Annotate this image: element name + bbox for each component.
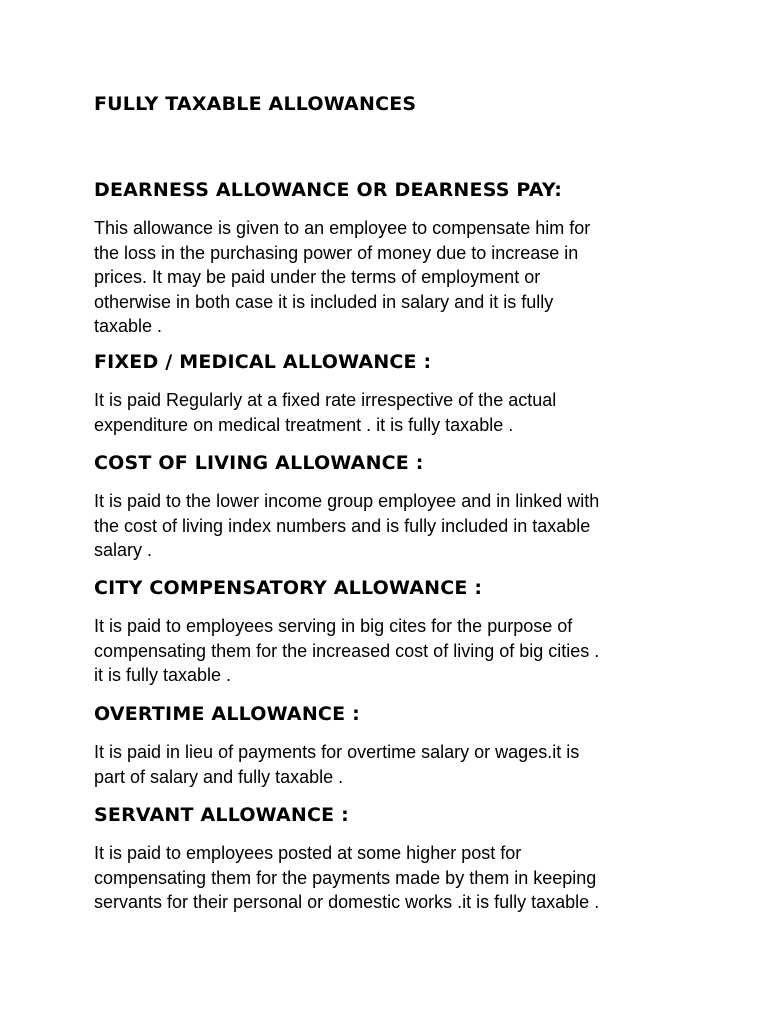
section-heading: FIXED / MEDICAL ALLOWANCE : xyxy=(94,351,432,373)
section-dearness-allowance xyxy=(94,178,694,339)
section-heading: DEARNESS ALLOWANCE OR DEARNESS PAY: xyxy=(94,179,563,201)
section-heading: OVERTIME ALLOWANCE : xyxy=(94,703,360,725)
section-body xyxy=(94,614,694,688)
body-line: It is paid to employees posted at some higher post for xyxy=(94,843,522,863)
body-line: taxable . xyxy=(94,316,163,336)
section-body xyxy=(94,740,694,789)
section-heading: CITY COMPENSATORY ALLOWANCE : xyxy=(94,577,483,599)
document-title: FULLY TAXABLE ALLOWANCES xyxy=(94,93,417,115)
body-line: prices. It may be paid under the terms of employment or xyxy=(94,267,541,287)
body-line: It is paid in lieu of payments for overtime salary or wages.it is xyxy=(94,742,580,762)
section-heading: COST OF LIVING ALLOWANCE : xyxy=(94,452,424,474)
body-line: compensating them for the increased cost of living of big cities . xyxy=(94,640,600,661)
section-cost-of-living-allowance xyxy=(94,451,694,563)
section-city-compensatory-allowance xyxy=(94,576,694,688)
body-line: salary . xyxy=(94,540,153,560)
section-overtime-allowance xyxy=(94,702,694,789)
section-body xyxy=(94,489,694,563)
body-line: part of salary and fully taxable . xyxy=(94,766,344,787)
section-heading: SERVANT ALLOWANCE : xyxy=(94,804,349,826)
body-line: it is fully taxable . xyxy=(94,665,232,685)
body-line: compensating them for the payments made by them in keeping xyxy=(94,867,597,888)
body-line: It is paid to the lower income group employee and in linked with xyxy=(94,491,600,511)
body-line: This allowance is given to an employee to compensate him for xyxy=(94,218,591,238)
body-line: otherwise in both case it is included in salary and it is fully xyxy=(94,291,554,312)
body-line: It is paid Regularly at a fixed rate irrespective of the actual xyxy=(94,390,557,410)
body-line: expenditure on medical treatment . it is fully taxable . xyxy=(94,414,514,435)
body-line: the cost of living index numbers and is fully included in taxable xyxy=(94,515,591,536)
body-line: servants for their personal or domestic works .it is fully taxable . xyxy=(94,892,600,912)
section-body xyxy=(94,216,694,339)
body-line: It is paid to employees serving in big cites for the purpose of xyxy=(94,616,573,636)
section-servant-allowance xyxy=(94,803,694,915)
body-line: the loss in the purchasing power of money due to increase in xyxy=(94,242,579,263)
section-body xyxy=(94,388,694,437)
section-body xyxy=(94,841,694,915)
section-fixed-medical-allowance xyxy=(94,350,694,437)
